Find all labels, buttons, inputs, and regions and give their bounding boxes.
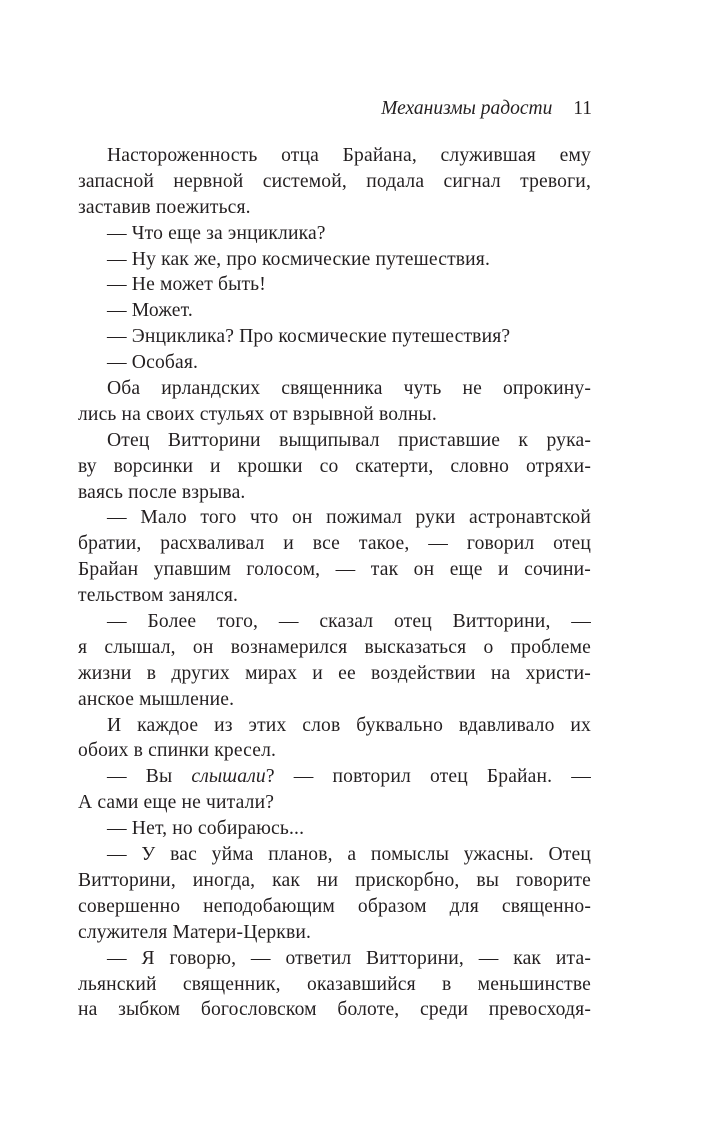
italic-emphasis: слышали xyxy=(191,766,266,788)
text-line: тельством занялся. xyxy=(78,585,239,607)
text-line: на зыбком богословском болоте, среди превосходя- xyxy=(78,999,591,1021)
text-line: совершенно неподобающим образом для священно- xyxy=(78,895,591,917)
text-fragment: ? — повторил отец Брайан. — xyxy=(265,766,591,788)
dialogue-line: — Я говорю, — ответил Витторини, — как ита- xyxy=(107,947,591,969)
text-line: ваясь после взрыва. xyxy=(78,481,246,503)
dialogue-line: — Мало того что он пожимал руки астронавтской xyxy=(107,507,591,529)
text-line: заставив поежиться. xyxy=(78,196,251,218)
dialogue-line: — Нет, но собираюсь... xyxy=(107,818,305,840)
text-line: анское мышление. xyxy=(78,688,235,710)
text-fragment: — Вы xyxy=(107,766,192,788)
text-line: запасной нервной системой, подала сигнал тревоги, xyxy=(78,170,591,192)
dialogue-line: — Не может быть! xyxy=(107,274,266,296)
text-line: Витторини, иногда, как ни прискорбно, вы говорите xyxy=(78,869,591,891)
dialogue-line: — Может. xyxy=(107,300,193,322)
text-line: я слышал, он вознамерился высказаться о проблеме xyxy=(78,636,591,658)
text-line: братии, расхваливал и все такое, — говорил отец xyxy=(78,533,591,555)
running-title: Механизмы радости xyxy=(381,98,553,119)
text-line: Настороженность отца Брайана, служившая ему xyxy=(107,145,591,166)
dialogue-line: — Особая. xyxy=(107,352,199,374)
dialogue-line xyxy=(78,764,591,790)
running-header xyxy=(381,96,592,122)
dialogue-line: — Что еще за энциклика? xyxy=(107,222,326,244)
dialogue-line: — У вас уйма планов, а помыслы ужасны. Отец xyxy=(107,844,591,866)
text-line: Брайан упавшим голосом, — так он еще и сочини- xyxy=(78,559,591,581)
text-line: обоих в спинки кресел. xyxy=(78,740,277,762)
text-line: льянский священник, оказавшийся в меньшинстве xyxy=(78,973,591,995)
text-line: лись на своих стульях от взрывной волны. xyxy=(78,403,437,425)
text-line: И каждое из этих слов буквально вдавливало их xyxy=(107,714,591,736)
dialogue-line: — Ну как же, про космические путешествия. xyxy=(107,248,491,270)
dialogue-line: — Более того, — сказал отец Витторини, — xyxy=(107,611,591,633)
text-line: служителя Матери-Церкви. xyxy=(78,921,312,943)
text-line: жизни в других мирах и ее воздействии на христи- xyxy=(78,662,591,684)
text-line: А сами еще не читали? xyxy=(78,792,275,814)
body-text xyxy=(78,143,591,1023)
page-number: 11 xyxy=(573,98,592,119)
dialogue-line: — Энциклика? Про космические путешествия? xyxy=(107,326,511,348)
text-line: Оба ирландских священника чуть не опрокину- xyxy=(107,378,591,400)
text-line: Отец Витторини выщипывал приставшие к рука- xyxy=(107,429,591,451)
text-line: ву ворсинки и крошки со скатерти, словно отряхи- xyxy=(78,455,591,477)
